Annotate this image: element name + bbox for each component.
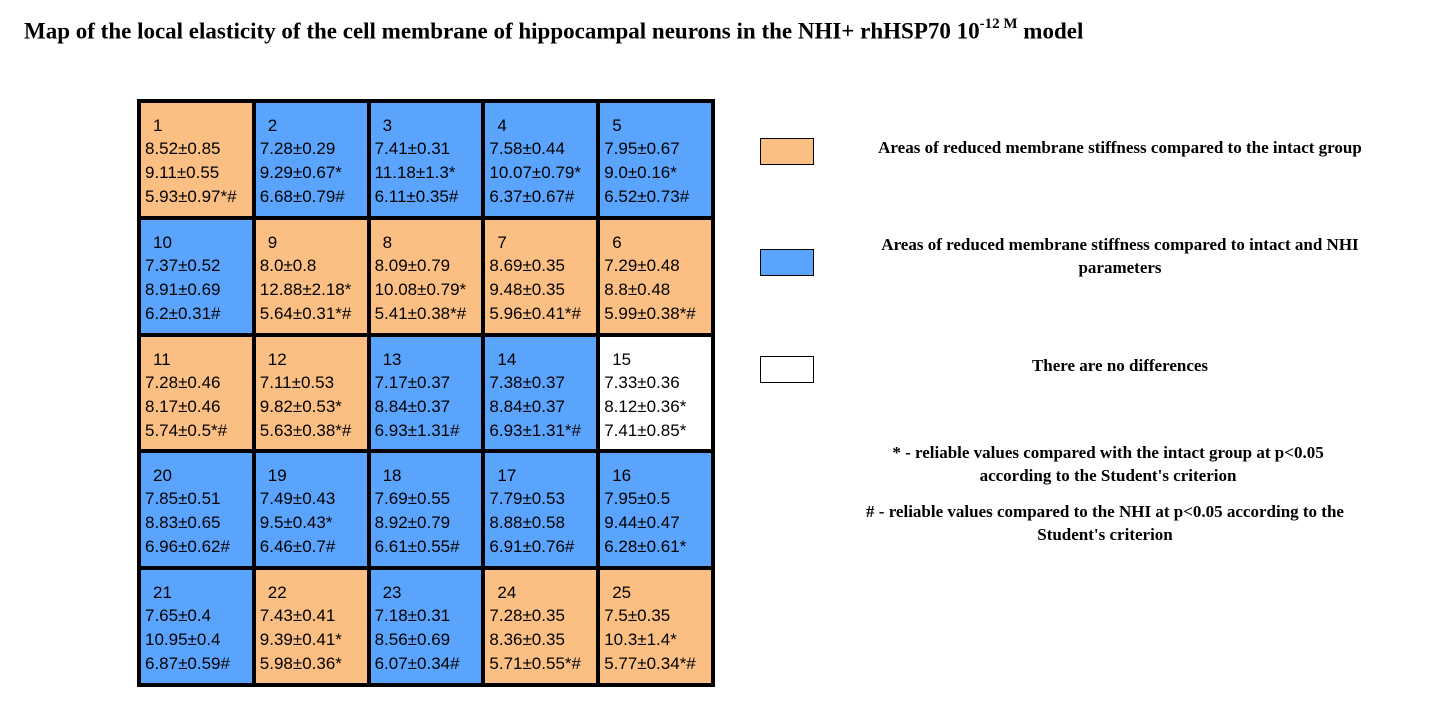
grid-cell-6 (600, 220, 711, 333)
cell-number: 9 (267, 232, 278, 252)
cell-number: 21 (153, 583, 172, 603)
cell-number: 18 (382, 466, 402, 486)
cell-number: 15 (612, 349, 632, 369)
cell-number: 22 (267, 583, 287, 603)
cell-value: 5.71±0.55*# (489, 654, 581, 674)
cell-number: 6 (612, 232, 622, 252)
cell-number: 13 (382, 349, 402, 369)
cell-value: 10.07±0.79* (489, 163, 581, 182)
cell-value: 7.65±0.4 (145, 606, 212, 626)
cell-number: 17 (497, 466, 517, 486)
cell-number: 16 (612, 466, 632, 486)
legend-swatch-white (760, 356, 814, 383)
legend-text: Areas of reduced membrane stiffness compared to the intact group (878, 138, 1362, 157)
cell-number: 5 (612, 116, 622, 135)
cell-value: 6.93±1.31*# (489, 420, 581, 440)
cell-value: 9.5±0.43* (259, 513, 333, 533)
cell-value: 8.52±0.85 (145, 139, 221, 158)
cell-value: 8.92±0.79 (374, 513, 451, 533)
cell-value: 6.93±1.31# (374, 420, 460, 440)
legend-swatch-orange (760, 138, 814, 165)
cell-value: 7.37±0.52 (145, 255, 221, 275)
title-exponent: -12 M (979, 16, 1018, 32)
grid-cell-13 (371, 337, 482, 450)
cell-number: 25 (612, 583, 632, 603)
grid-cell-12 (256, 337, 367, 450)
grid-cell-1 (141, 103, 252, 216)
legend-swatch-blue (760, 249, 814, 276)
cell-value: 7.95±0.5 (604, 489, 671, 509)
title-text: Map of the local elasticity of the cell membrane of hippocampal neurons in the NHI+ rhHSP70 10 (24, 18, 980, 44)
cell-value: 7.33±0.36 (604, 372, 680, 392)
grid-cell-3 (371, 103, 482, 216)
grid-cell-25 (600, 570, 711, 683)
grid-cell-4 (485, 103, 596, 216)
cell-value: 7.17±0.37 (374, 372, 451, 392)
cell-value: 6.2±0.31# (145, 303, 221, 323)
grid-cell-14 (485, 337, 596, 450)
cell-number: 10 (153, 232, 172, 252)
cell-value: 8.12±0.36* (604, 396, 687, 416)
cell-value: 6.91±0.76# (489, 537, 575, 557)
cell-value: 7.49±0.43 (259, 489, 336, 509)
cell-value: 7.58±0.44 (489, 139, 565, 158)
cell-number: 14 (497, 349, 517, 369)
grid-cell-17 (485, 453, 596, 566)
legend-text: There are no differences (1031, 356, 1209, 375)
grid-cell-23 (371, 570, 482, 683)
cell-value: 9.29±0.67* (259, 163, 342, 182)
grid-cell-7 (485, 220, 596, 333)
grid-cell-22 (256, 570, 367, 683)
grid-cell-5 (600, 103, 711, 216)
cell-value: 8.69±0.35 (489, 255, 565, 275)
cell-value: 12.88±2.18* (259, 279, 352, 299)
cell-value: 8.56±0.69 (374, 630, 451, 650)
cell-value: 5.64±0.31*# (259, 303, 352, 323)
cell-value: 7.43±0.41 (259, 606, 336, 626)
cell-value: 9.11±0.55 (145, 163, 220, 182)
cell-value: 10.3±1.4* (604, 630, 677, 650)
cell-value: 9.44±0.47 (604, 513, 680, 533)
legend-item-reduced-vs-intact-and-nhi (760, 235, 1360, 308)
grid-cell-18 (371, 453, 482, 566)
cell-number: 2 (267, 116, 278, 135)
cell-value: 5.77±0.34*# (604, 654, 696, 674)
grid-cell-8 (371, 220, 482, 333)
cell-number: 19 (267, 466, 287, 486)
cell-value: 6.07±0.34# (374, 654, 460, 674)
cell-value: 5.93±0.97*# (145, 187, 237, 206)
cell-value: 7.5±0.35 (604, 606, 671, 626)
cell-value: 11.18±1.3* (374, 163, 456, 182)
cell-value: 7.18±0.31 (374, 606, 451, 626)
cell-value: 8.91±0.69 (145, 279, 221, 299)
cell-number: 12 (267, 349, 287, 369)
cell-value: 7.28±0.29 (259, 139, 336, 158)
cell-number: 7 (497, 232, 507, 252)
grid-cell-9 (256, 220, 367, 333)
cell-value: 9.82±0.53* (259, 396, 342, 416)
cell-value: 9.39±0.41* (259, 630, 342, 650)
cell-number: 8 (382, 232, 393, 252)
grid-cell-10 (141, 220, 252, 333)
cell-value: 8.8±0.48 (604, 279, 671, 299)
cell-value: 8.83±0.65 (145, 513, 221, 533)
cell-value: 5.74±0.5*# (145, 420, 228, 440)
cell-value: 6.96±0.62# (145, 537, 230, 557)
cell-value: 6.28±0.61* (604, 537, 687, 557)
cell-value: 5.63±0.38*# (259, 420, 352, 440)
grid-cell-21 (141, 570, 252, 683)
cell-value: 7.85±0.51 (145, 489, 221, 509)
cell-number: 4 (497, 116, 507, 135)
cell-value: 7.28±0.46 (145, 372, 221, 392)
cell-value: 6.11±0.35# (374, 187, 459, 206)
cell-value: 5.98±0.36* (259, 654, 342, 674)
cell-value: 9.0±0.16* (604, 163, 677, 182)
cell-value: 7.69±0.55 (374, 489, 451, 509)
grid-cell-19 (256, 453, 367, 566)
cell-value: 7.11±0.53 (259, 372, 335, 392)
cell-value: 7.41±0.85* (604, 420, 687, 440)
cell-value: 10.95±0.4 (145, 630, 221, 650)
cell-value: 7.29±0.48 (604, 255, 680, 275)
cell-value: 7.79±0.53 (489, 489, 565, 509)
legend-text: Areas of reduced membrane stiffness compared to intact and NHI parameters (881, 235, 1359, 277)
cell-value: 5.99±0.38*# (604, 303, 696, 323)
grid-cell-16 (600, 453, 711, 566)
cell-number: 3 (382, 116, 393, 135)
cell-value: 6.37±0.67# (489, 187, 575, 206)
cell-value: 5.41±0.38*# (374, 303, 467, 323)
page-title (24, 18, 1083, 45)
cell-value: 6.68±0.79# (259, 187, 345, 206)
cell-value: 8.17±0.46 (145, 396, 221, 416)
cell-value: 8.0±0.8 (259, 255, 317, 275)
cell-number: 1 (153, 116, 163, 135)
cell-value: 7.38±0.37 (489, 372, 565, 392)
cell-value: 5.96±0.41*# (489, 303, 581, 323)
cell-value: 6.87±0.59# (145, 654, 230, 674)
cell-value: 6.61±0.55# (374, 537, 460, 557)
title-suffix: model (1017, 18, 1084, 44)
cell-number: 23 (382, 583, 402, 603)
grid-cell-20 (141, 453, 252, 566)
note-star: * - reliable values compared with the intact group at p<0.05 according to the Student's criterion (892, 443, 1324, 485)
legend-item-no-difference (760, 356, 1360, 416)
cell-value: 10.08±0.79* (374, 279, 467, 299)
cell-value: 6.52±0.73# (604, 187, 690, 206)
legend-item-reduced-vs-intact (760, 136, 1360, 196)
cell-number: 24 (497, 583, 517, 603)
grid-cell-24 (485, 570, 596, 683)
cell-value: 8.09±0.79 (374, 255, 451, 275)
elasticity-map-grid (137, 99, 715, 687)
cell-value: 8.88±0.58 (489, 513, 565, 533)
grid-cell-15 (600, 337, 711, 450)
cell-number: 11 (153, 349, 171, 369)
cell-value: 8.36±0.35 (489, 630, 565, 650)
cell-value: 8.84±0.37 (489, 396, 565, 416)
grid-cell-2 (256, 103, 367, 216)
cell-value: 7.41±0.31 (374, 139, 451, 158)
cell-value: 9.48±0.35 (489, 279, 565, 299)
cell-number: 20 (153, 466, 172, 486)
cell-value: 7.28±0.35 (489, 606, 565, 626)
grid-cell-11 (141, 337, 252, 450)
note-hash: # - reliable values compared to the NHI at p<0.05 according to the Student's criterion (866, 502, 1344, 544)
cell-value: 8.84±0.37 (374, 396, 451, 416)
cell-value: 7.95±0.67 (604, 139, 680, 158)
cell-value: 6.46±0.7# (259, 537, 336, 557)
